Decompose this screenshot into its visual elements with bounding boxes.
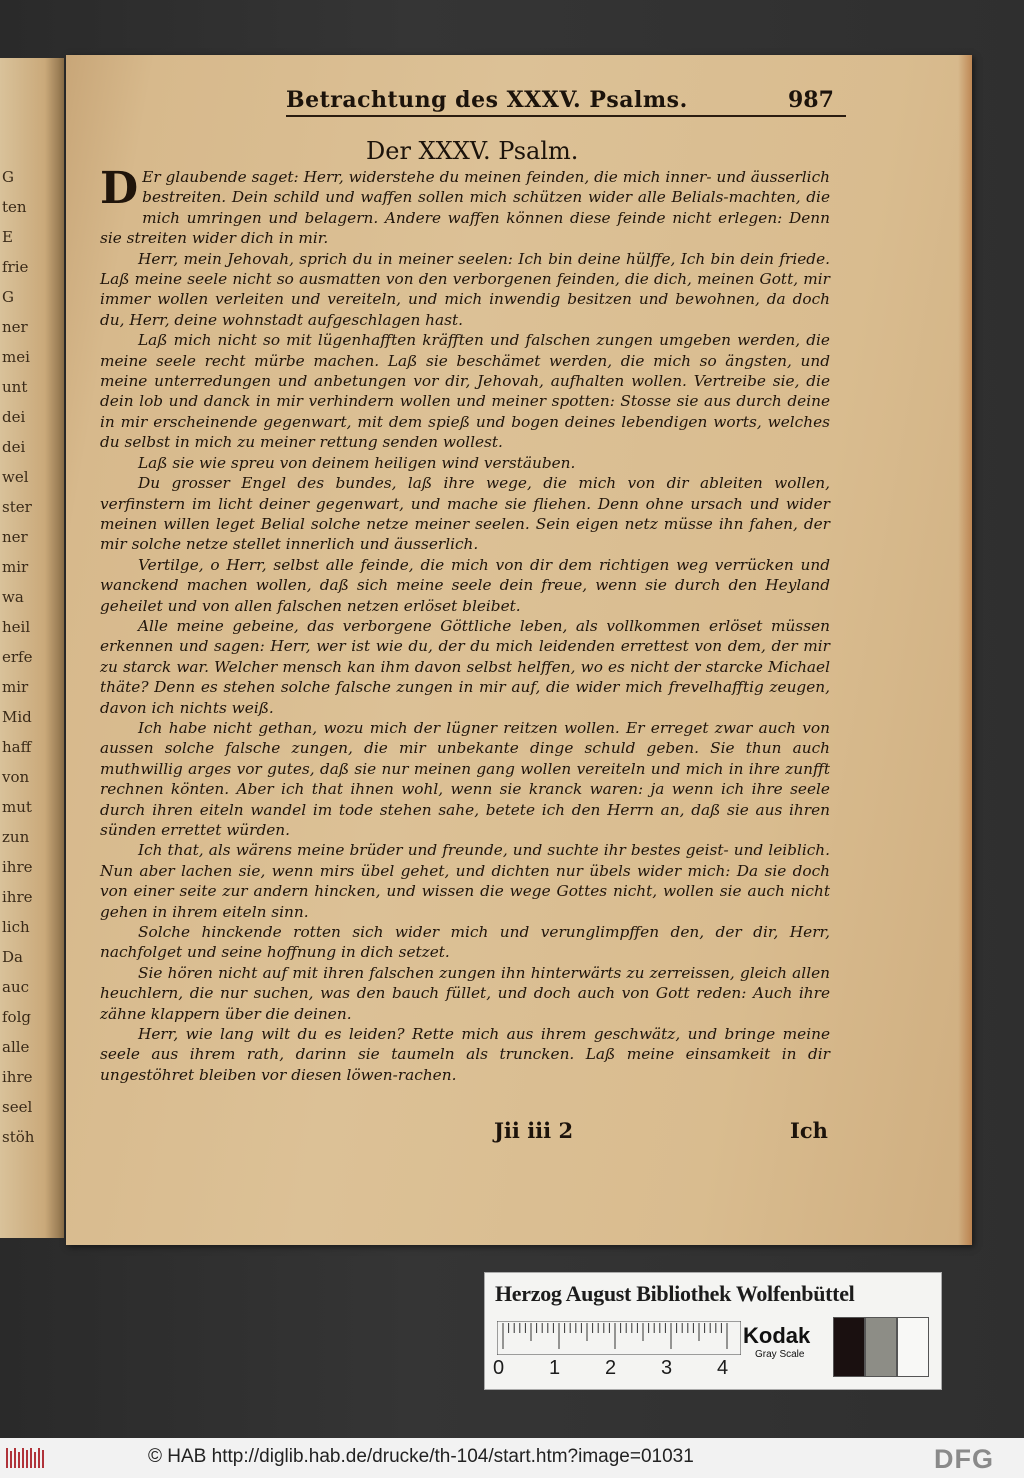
paragraph: Du grosser Engel des bundes, laß ihre wege, die mich von dir ableiten wollen, verfinstern im licht deiner gegenwart, und mache sie fliehen. Denn ohne ursach und wider meinen willen leget Belial solche netze meiner seelen. Sein eigen netz müsse ihn fahen, der mir solche netze stellet innerlich und äusserlich. [100, 474, 830, 554]
ruler-scale [497, 1321, 741, 1355]
facing-page-fragment: lich [2, 918, 30, 936]
running-head: Betrachtung des XXXV. Psalms. [286, 87, 846, 117]
facing-page-fragment: dei [2, 408, 26, 426]
facing-page-fragment: ner [2, 528, 28, 546]
paragraph: Herr, wie lang wilt du es leiden? Rette mich aus ihrem geschwätz, und bringe meine seele aus ihrem rath, darinn sie taumeln als truncken. Laß meine einsamkeit in dir ungestöhret bleiben vor diesen löwen-rachen. [100, 1025, 830, 1084]
facing-page-fragment: ihre [2, 858, 33, 876]
paragraph: Laß sie wie spreu von deinem heiligen wind verstäuben. [138, 453, 576, 472]
kodak-brand: Kodak [743, 1323, 811, 1348]
facing-page-fragment: erfe [2, 648, 33, 666]
paragraph: Sie hören nicht auf mit ihren falschen zungen ihn hinterwärts zu zerreissen, gleich allen heuchlern, die nur suchen, was den bauch füllet, und doch auch von Gott reden: Auch ihre zähne klappern über die deinen. [100, 963, 830, 1023]
facing-page-fragment: auc [2, 978, 30, 996]
drop-cap: D [100, 163, 139, 214]
gray-patch-light [897, 1317, 929, 1377]
paragraph: Laß mich nicht so mit lügenhafften kräfften und falschen zungen umgeben werden, die meine seele recht mürbe machen. Laß sie beschämet werden, die mich so ängsten, und meine unterredungen und anbetungen vor dir, Jehovah, aufhalten wollen. Vertreibe sie, die dein lob und danck in mir verhindern wollen und meiner spotten: Stosse sie aus durch deine in mir erscheinende gegenwart, mit dem spieß und bogen deines lebendigen worts, welches du selbst in mich zu meiner rettung senden wollest. [100, 331, 830, 452]
paragraph: Vertilge, o Herr, selbst alle feinde, die mich von dir dem richtigen weg verrücken und wanckend machen wollen, daß sich meine seele dein freue, wenn sie durch den Heyland geheilet und von allen falschen netzen erlöset bleibet. [100, 555, 830, 615]
facing-page-fragment: haff [2, 738, 32, 756]
ruler-number: 4 [717, 1357, 729, 1379]
ruler-number: 3 [661, 1357, 673, 1379]
gray-patch-dark [833, 1317, 865, 1377]
facing-page-fragment: Da [2, 948, 23, 966]
facing-page-fragment: mir [2, 678, 29, 696]
paragraph: Solche hinckende rotten sich wider mich und verunglimpffen den, der dir, Herr, nachfolget und seine hoffnung in dich setzet. [100, 923, 830, 962]
gray-scale-label: Gray Scale [755, 1349, 805, 1360]
facing-page-fragment: Mid [2, 708, 32, 726]
facing-page-fragment: seel [2, 1098, 33, 1116]
facing-page-fragment: mei [2, 348, 30, 366]
facing-page-fragment: unt [2, 378, 28, 396]
facing-page-fragment: wa [2, 588, 24, 606]
library-name: Herzog August Bibliothek Wolfenbüttel [495, 1281, 855, 1306]
facing-page-fragment: G [2, 288, 14, 306]
signature-mark: Jii iii 2 [494, 1118, 574, 1143]
facing-page-fragment: zun [2, 828, 30, 846]
facing-page-fragment: folg [2, 1008, 31, 1026]
facing-page-fragment: stöh [2, 1128, 35, 1146]
ruler-number: 1 [549, 1357, 561, 1379]
hab-barcode-logo-icon [6, 1446, 48, 1470]
facing-page-fragment: ihre [2, 1068, 33, 1086]
paragraph: Alle meine gebeine, das verborgene Göttliche leben, als vollkommen erlöset müssen erkennen und sagen: Herr, wer ist wie du, der du mich leidenden errettest von dem, der mir zu starck war. Welcher mensch kan ihm davon selbst helffen, wo es nicht der starcke Michael thäte? Denn es stehen solche falsche zungen in mir auf, die wider mich frevelhafftig zeugen, davon ich nichts weiß. [100, 616, 830, 717]
gray-patch-mid [865, 1317, 897, 1377]
facing-page-fragment: dei [2, 438, 26, 456]
facing-page-fragment: G [2, 168, 14, 186]
facing-page-fragment: ten [2, 198, 27, 216]
copyright-link[interactable]: © HAB http://diglib.hab.de/drucke/th-104/start.htm?image=01031 [148, 1446, 694, 1467]
facing-page-fragment: E [2, 228, 13, 246]
facing-page-fragment: ihre [2, 888, 33, 906]
facing-page-fragment: mir [2, 558, 29, 576]
facing-page-fragment: alle [2, 1038, 30, 1056]
paragraph: Ich habe nicht gethan, wozu mich der lügner reitzen wollen. Er erreget zwar auch von aussen solche falsche zungen, die mir unbekante dinge schuld geben. Sie thun auch muthwillig arges vor gutes, daß sie nur meinen gang wollen vereiteln und mich in ihre zunfft rechnen könten. Aber ich that ihnen wohl, wenn sie kranck waren: ja wenn ich ihre seele durch ihren eiteln wandel im tode stehen sahe, betete ich den Herrn an, daß sie aus ihren sünden errettet würden. [100, 718, 830, 839]
psalm-text [100, 163, 830, 1085]
paragraph: Ich that, als wärens meine brüder und freunde, und suchte ihr bestes geist- und leiblich. Nun aber lachen sie, wenn mirs übel gehet, und dichten nur übels wider mich: Da sie doch von einer seite zur andern hincken, und wissen die wege Gottes nicht, wollen sie auch nicht gehen in ihrem eiteln sinn. [100, 841, 830, 921]
facing-page-fragment: mut [2, 798, 32, 816]
ruler-number: 2 [605, 1357, 617, 1379]
paragraph-text: Er glaubende saget: Herr, widerstehe du meinen feinden, die mich inner- und äusserlich bestreiten. Dein schild und waffen sollen mich schützen wider alle Belials-machten, die mich umringen und belagern. Andere waffen können diese feinde nicht erlegen: Denn sie streiten wider dich in mir. [100, 168, 830, 248]
dfg-logo: DFG [934, 1444, 994, 1474]
facing-page-fragment: ner [2, 318, 28, 336]
scanned-page [66, 55, 972, 1245]
paragraph: Herr, mein Jehovah, sprich du in meiner seelen: Ich bin deine hülffe, Ich bin dein friede. Laß meine seele nicht so ausmatten von den verborgenen feinden, die dich, meinen Gott, mir immer wollen verleiten und vereiteln, und mich inwendig besitzen und bewohnen, da doch du, Herr, deine wohnstadt aufgeschlagen hast. [100, 249, 830, 329]
facing-page-fragment: ster [2, 498, 32, 516]
facing-page-fragment: heil [2, 618, 31, 636]
viewer-footer [0, 1438, 1024, 1478]
catchword: Ich [790, 1118, 828, 1143]
facing-page-fragment: wel [2, 468, 29, 486]
colour-calibration-card [484, 1272, 942, 1390]
paragraph [100, 163, 830, 249]
facing-page-fragment: von [2, 768, 30, 786]
ruler-number: 0 [493, 1357, 505, 1379]
facing-page-edge [0, 58, 64, 1238]
psalm-title: Der XXXV. Psalm. [366, 137, 579, 165]
facing-page-fragment: frie [2, 258, 29, 276]
page-number: 987 [788, 87, 834, 113]
